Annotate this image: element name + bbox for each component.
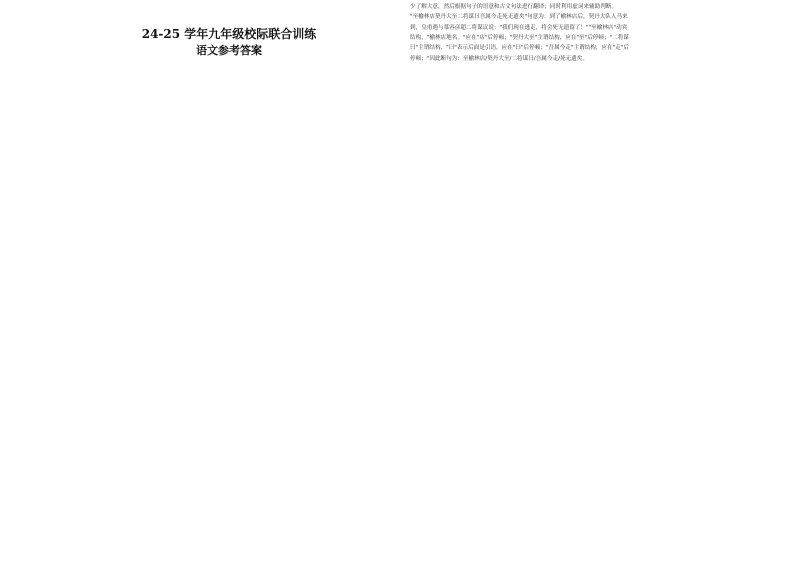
right-text-block [410,2,740,64]
text-line: 曰"主谓结构，"曰"表示后面是引语，应在"曰"后停顿；"吾属今走"主谓结构，应在"走"后 [410,45,629,52]
text-line: "至榆林店契丹大至二将谋曰吾属今走死无遗矣"句意为：到了榆林店后，契丹大队人马来 [410,14,628,21]
text-line: 少了解大意，然后根据句子的语意和古文句法进行翻译；同时利用虚词来辅助判断。 [410,4,617,10]
doc-title: 24-25 学年九年级校际联合训练 [141,27,317,41]
text-line: 到，皇甫遇与慕容彦超二将谋议说："我们现在逃走，将会死无遗留了！""至榆林店"动宾 [410,24,628,31]
left-column [70,26,388,63]
text-line: 结构，"榆林店地名。"应在"店"后停顿；"契丹大至"主谓结构，应在"至"后停顿；"二将谋 [410,35,629,42]
text-line: 停顿；"因此断句为：至榆林店/契丹大至/二将谋曰/吾属今走/死无遗矣。 [410,55,588,62]
doc-subtitle: 语文参考答案 [196,44,262,57]
right-column [410,2,740,64]
